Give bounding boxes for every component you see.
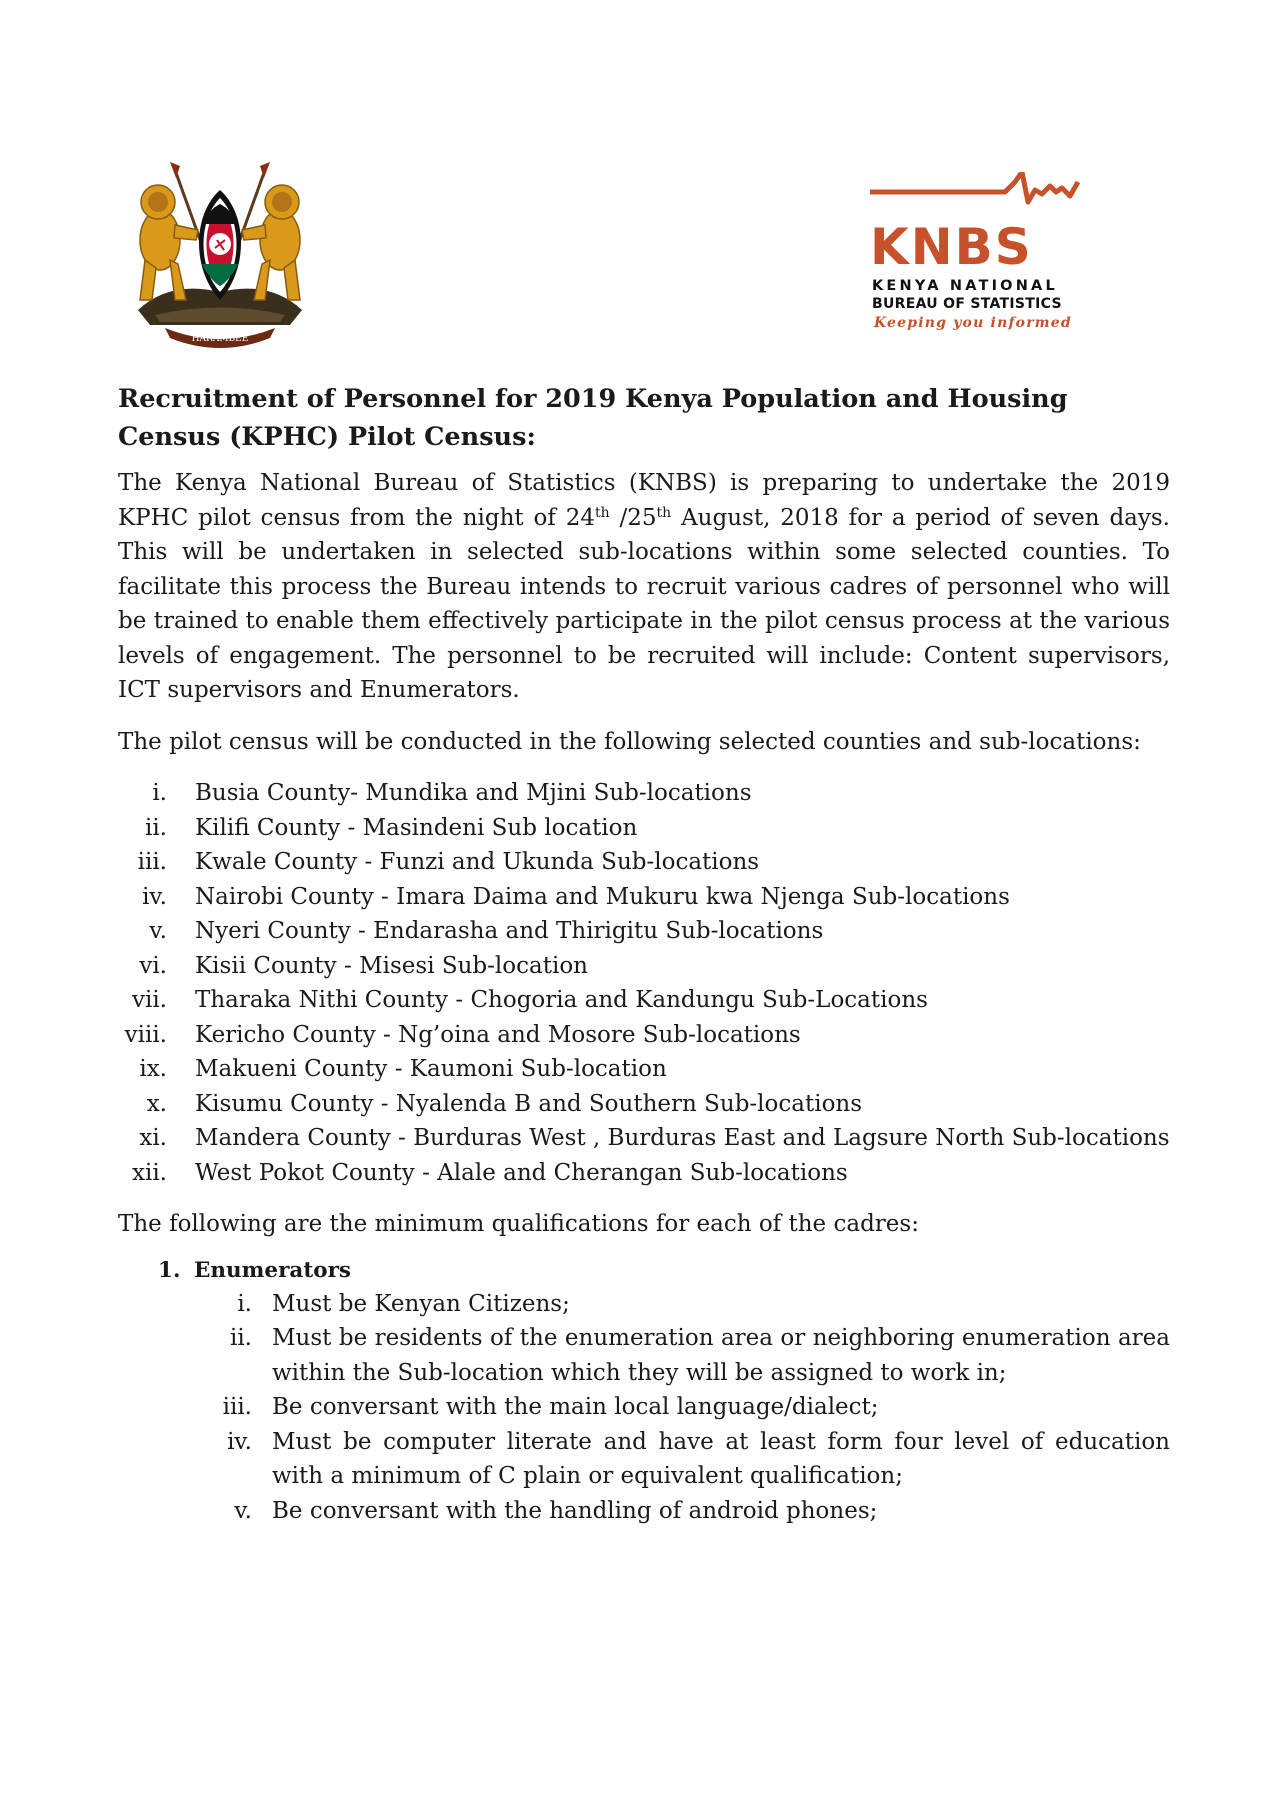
- enumerator-qualifications-list: [118, 1287, 1170, 1529]
- counties-list: [118, 776, 1170, 1190]
- list-item-text: West Pokot County - Alale and Cherangan Sub-locations: [195, 1159, 848, 1186]
- intro-text-3: August, 2018 for a period of seven days. This will be undertaken in selected sub-locations within some selected counties. To facilitate this process the Bureau intends to recruit various cadres of personnel who will be trained to enable them effectively participate in the pilot census process at the various levels of engagement. The personnel to be recruited will include: Content supervisors, ICT supervisors and Enumerators.: [118, 504, 1170, 703]
- intro-sup-1: th: [595, 504, 610, 521]
- list-item-number: i.: [152, 780, 167, 806]
- knbs-tagline: Keeping you informed: [874, 315, 1072, 331]
- list-item-number: ii.: [144, 814, 167, 841]
- list-item-number: vi.: [139, 952, 167, 979]
- list-item-number: v.: [234, 1497, 252, 1524]
- list-item-number: vii.: [131, 987, 167, 1013]
- list-item-number: ii.: [229, 1325, 252, 1351]
- list-item-text: Kwale County - Funzi and Ukunda Sub-locations: [195, 849, 760, 875]
- list-item-number: x.: [146, 1090, 167, 1117]
- list-item: [118, 1287, 1170, 1322]
- list-item: [118, 1052, 1170, 1087]
- intro-text-2: /25: [609, 504, 657, 531]
- list-item-number: iii.: [137, 849, 167, 875]
- list-item-text: Kisumu County - Nyalenda B and Southern Sub-locations: [195, 1090, 863, 1117]
- list-item-text: Kericho County - Ng’oina and Mosore Sub-locations: [195, 1021, 801, 1048]
- list-item: [118, 845, 1170, 880]
- list-item: [118, 949, 1170, 984]
- section-number: 1.: [158, 1257, 181, 1283]
- list-item-text: Tharaka Nithi County - Chogoria and Kandungu Sub-Locations: [195, 987, 928, 1013]
- list-item-text: Busia County- Mundika and Mjini Sub-locations: [195, 780, 752, 806]
- list-item: [118, 776, 1170, 811]
- list-item-number: iv.: [142, 883, 167, 910]
- list-item: [118, 880, 1170, 915]
- document-title: Recruitment of Personnel for 2019 Kenya Population and Housing Census (KPHC) Pilot Census:: [118, 384, 1068, 452]
- list-item-text: Nairobi County - Imara Daima and Mukuru kwa Njenga Sub-locations: [195, 883, 1010, 910]
- list-item-text: Mandera County - Burduras West , Burduras East and Lagsure North Sub-locations: [195, 1125, 1170, 1151]
- list-item-text: Makueni County - Kaumoni Sub-location: [195, 1056, 667, 1082]
- list-item-text: Be conversant with the main local language/dialect;: [272, 1394, 879, 1420]
- list-item-number: iii.: [222, 1394, 252, 1420]
- list-item-text: Must be residents of the enumeration area or neighboring enumeration area within the Sub-location which they will be assigned to work in;: [272, 1325, 1170, 1386]
- kenya-coat-of-arms-logo: [120, 160, 320, 350]
- intro-text-1: The Kenya National Bureau of Statistics (KNBS) is preparing to undertake the 2019 KPHC pilot census from the night of 24: [118, 470, 1170, 531]
- list-item: [118, 1425, 1170, 1494]
- list-item-text: Kilifi County - Masindeni Sub location: [195, 814, 638, 841]
- list-item: [118, 811, 1170, 846]
- list-item: [118, 1018, 1170, 1053]
- list-item-text: Must be computer literate and have at least form four level of education with a minimum of C plain or equivalent qualification;: [272, 1428, 1170, 1489]
- knbs-logo: [870, 172, 1090, 331]
- list-item: [118, 1321, 1170, 1390]
- list-item-text: Be conversant with the handling of android phones;: [272, 1497, 878, 1524]
- list-item-number: viii.: [124, 1021, 167, 1048]
- list-item-number: xii.: [132, 1159, 167, 1186]
- list-item: [118, 1121, 1170, 1156]
- coat-motto: HARAMBEE: [191, 334, 249, 344]
- document-body: [118, 380, 1170, 1528]
- intro-paragraph: [118, 466, 1170, 708]
- list-item: [118, 1494, 1170, 1529]
- knbs-name-line2: BUREAU OF STATISTICS: [872, 296, 1062, 312]
- list-item-number: i.: [237, 1290, 252, 1317]
- list-item-number: iv.: [227, 1428, 252, 1455]
- knbs-wordmark: KNBS: [870, 218, 1033, 276]
- list-item-number: v.: [149, 918, 167, 944]
- list-item: [118, 914, 1170, 949]
- list-item-text: Must be Kenyan Citizens;: [272, 1290, 570, 1317]
- list-item: [118, 1156, 1170, 1191]
- list-item: [118, 983, 1170, 1018]
- list-item-text: Kisii County - Misesi Sub-location: [195, 952, 588, 979]
- list-item: [118, 1087, 1170, 1122]
- list-item: [118, 1390, 1170, 1425]
- qualifications-intro: The following are the minimum qualifications for each of the cadres:: [118, 1211, 919, 1237]
- intro-sup-2: th: [656, 504, 672, 521]
- knbs-name-line1: KENYA NATIONAL: [872, 278, 1058, 294]
- list-item-text: Nyeri County - Endarasha and Thirigitu Sub-locations: [195, 918, 824, 944]
- section-heading-enumerators: [118, 1255, 1170, 1287]
- list-item-number: xi.: [139, 1125, 167, 1151]
- list-item-number: ix.: [139, 1056, 167, 1082]
- counties-intro: The pilot census will be conducted in the following selected counties and sub-locations:: [118, 728, 1141, 755]
- section-title: Enumerators: [194, 1257, 352, 1283]
